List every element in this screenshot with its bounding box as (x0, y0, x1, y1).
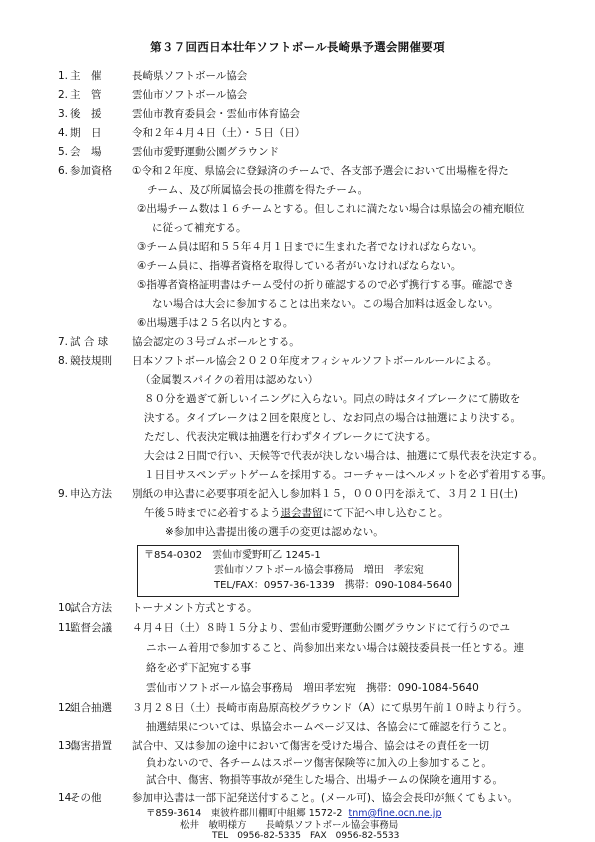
item-label: 後 援 (70, 108, 102, 120)
rules-heading (58, 355, 497, 368)
application-line: 別紙の申込書に必要事項を記入し参加料１５，０００円を添えて、３月２１日(土) (132, 488, 518, 500)
contact-address: 〒859-3614 東彼杵郡川棚町中組郷 1572-2 (146, 808, 343, 819)
meeting-heading (58, 622, 510, 635)
item-number: 6. (58, 165, 69, 177)
item-number: 14. (58, 792, 75, 804)
rules-line: ８０分を過ぎて新しいイニングに入らない。同点の時はタイブレークにて勝敗を (144, 393, 521, 405)
contact-tel: TEL 0956-82-5335 FAX 0956-82-5533 (212, 831, 400, 841)
application-line-start: 午後５時までに必着するよう (144, 507, 281, 519)
item-venue (58, 146, 279, 159)
item-number: 8. (58, 355, 69, 367)
item-label: 試 合 球 (70, 336, 109, 348)
item-label: 参加資格 (70, 165, 112, 177)
qualification-line: ⑥出場選手は２５名以内とする。 (137, 317, 294, 329)
box-tel: TEL/FAX：0957-36-1339 携帯：090-1084-5640 (214, 580, 452, 591)
item-label: 主 管 (70, 89, 102, 101)
draw-heading (58, 702, 528, 715)
injury-line: 試合中、又は参加の途中において傷害を受けた場合、協会はその責任を一切 (132, 740, 489, 752)
item-value: 長崎県ソフトボール協会 (132, 70, 248, 82)
application-note: ※参加申込書提出後の選手の変更は認めない。 (165, 526, 384, 538)
item-number: 12. (58, 702, 75, 714)
item-label: その他 (70, 792, 102, 804)
contact-email-link[interactable]: tnm@fine.ocn.ne.jp (348, 808, 442, 819)
draw-line: ３月２８日（土）長崎市南島原高校グラウンド（A）にて県男午前１０時より行う。 (132, 702, 528, 714)
meeting-line: 絡を必ず下記宛する事 (146, 662, 251, 674)
box-office: 雲仙市ソフトボール協会事務局 増田 孝宏宛 (214, 565, 424, 576)
item-support (58, 108, 300, 121)
item-organizer (58, 89, 247, 102)
registered-mail-text: 退会書留 (280, 507, 323, 519)
item-label: 申込方法 (70, 488, 112, 500)
qualification-line: ②出場チーム数は１６チームとする。但しこれに満たない場合は県協会の補充順位 (137, 203, 525, 215)
item-number: 1. (58, 70, 69, 82)
item-label: 傷害措置 (70, 740, 112, 752)
qualification-line: ⑤指導者資格証明書はチーム受付の折り確認するので必ず携行する事。確認でき (137, 279, 514, 291)
item-value: トーナメント方式とする。 (132, 602, 258, 614)
item-number: 7. (58, 336, 69, 348)
application-line (144, 507, 449, 520)
item-value: 協会認定の３号ゴムボールとする。 (132, 336, 300, 348)
item-number: 10. (58, 602, 75, 614)
meeting-line: 雲仙市ソフトボール協会事務局 増田孝宏宛 携帯：090-1084-5640 (146, 682, 479, 694)
application-line-end: にて下記へ申し込むこと。 (322, 507, 449, 519)
other-heading (58, 792, 518, 805)
item-value: 雲仙市教育委員会・雲仙市体育協会 (132, 108, 300, 120)
rules-line: 決する。タイブレークは２回を限度とし、なお同点の場合は抽選により決する。 (144, 412, 522, 424)
meeting-line: ４月４日（土）８時１５分より、雲仙市愛野運動公園グラウンドにて行うのでユ (132, 622, 510, 634)
meeting-line: ニホーム着用で参加すること、尚参加出来ない場合は競技委員長一任とする。連 (146, 642, 524, 654)
injury-heading (58, 740, 489, 753)
item-number: 2. (58, 89, 69, 101)
item-ball (58, 336, 300, 349)
other-line: 参加申込書は一部下記発送付すること。(メール可)、協会会長印が無くてもよい。 (132, 792, 518, 804)
qualification-line: ③チーム員は昭和５５年４月１日までに生まれた者でなければならない。 (137, 241, 483, 253)
item-label: 監督会議 (70, 622, 112, 634)
draw-line: 抽選結果については、県協会ホームページ又は、各協会にて確認を行うこと。 (146, 721, 514, 733)
application-heading (58, 488, 518, 501)
item-number: 3. (58, 108, 69, 120)
item-sponsor (58, 70, 247, 83)
qualification-heading (58, 165, 509, 178)
rules-line: １日目サスペンデットゲームを採用する。コーチャーはヘルメットを必ず着用する事。 (144, 469, 553, 481)
item-label: 試合方法 (70, 602, 112, 614)
item-label: 期 日 (70, 127, 102, 139)
item-label: 競技規則 (70, 355, 112, 367)
item-number: 11. (58, 622, 75, 634)
item-value: 雲仙市愛野運動公園グラウンド (132, 146, 279, 158)
item-label: 会 場 (70, 146, 102, 158)
item-value: 雲仙市ソフトボール協会 (132, 89, 248, 101)
qualification-line: ない場合は大会に参加することは出来ない。この場合加料は返金しない。 (152, 298, 499, 310)
item-number: 9. (58, 488, 69, 500)
item-label: 組合抽選 (70, 702, 112, 714)
item-date (58, 127, 305, 140)
application-address-box (137, 545, 459, 597)
item-number: 13. (58, 740, 75, 752)
injury-line: 負わないので、各チームはスポーツ傷害保険等に加入の上参加すること。 (146, 757, 492, 769)
qualification-line: に従って補充する。 (152, 222, 247, 234)
contact-address-line (146, 808, 441, 819)
page-title: 第３７回西日本壮年ソフトボール長崎県予選会開催要項 (150, 40, 445, 54)
contact-name: 松井 敏明様方 長崎県ソフトボール協会事務局 (180, 820, 399, 831)
rules-line: 日本ソフトボール協会２０２０年度オフィシャルソフトボールルールによる。 (132, 355, 498, 367)
item-label: 主 催 (70, 70, 102, 82)
item-method (58, 602, 258, 615)
qualification-line: ①令和２年度、県協会に登録済のチームで、各支部予選会において出場権を得た (132, 165, 509, 177)
qualification-line: チーム、及び所属協会長の推薦を得たチーム。 (147, 184, 369, 196)
qualification-line: ④チーム員に、指導者資格を取得している者がいなければならない。 (137, 260, 462, 272)
rules-line: ただし、代表決定戦は抽選を行わずタイブレークにて決する。 (144, 431, 437, 443)
item-number: 5. (58, 146, 69, 158)
rules-line: （金属製スパイクの着用は認めない） (140, 374, 319, 386)
rules-line: 大会は２日間で行い、天候等で代表が決しない場合は、抽選にて県代表を決定する。 (144, 450, 543, 462)
item-number: 4. (58, 127, 69, 139)
box-address: 〒854-0302 雲仙市愛野町乙 1245-1 (144, 550, 321, 561)
injury-line: 試合中、傷害、物損等事故が発生した場合、出場チームの保険を適用する。 (146, 774, 503, 786)
item-value: 令和２年４月４日（土）・５日（日） (132, 127, 306, 139)
